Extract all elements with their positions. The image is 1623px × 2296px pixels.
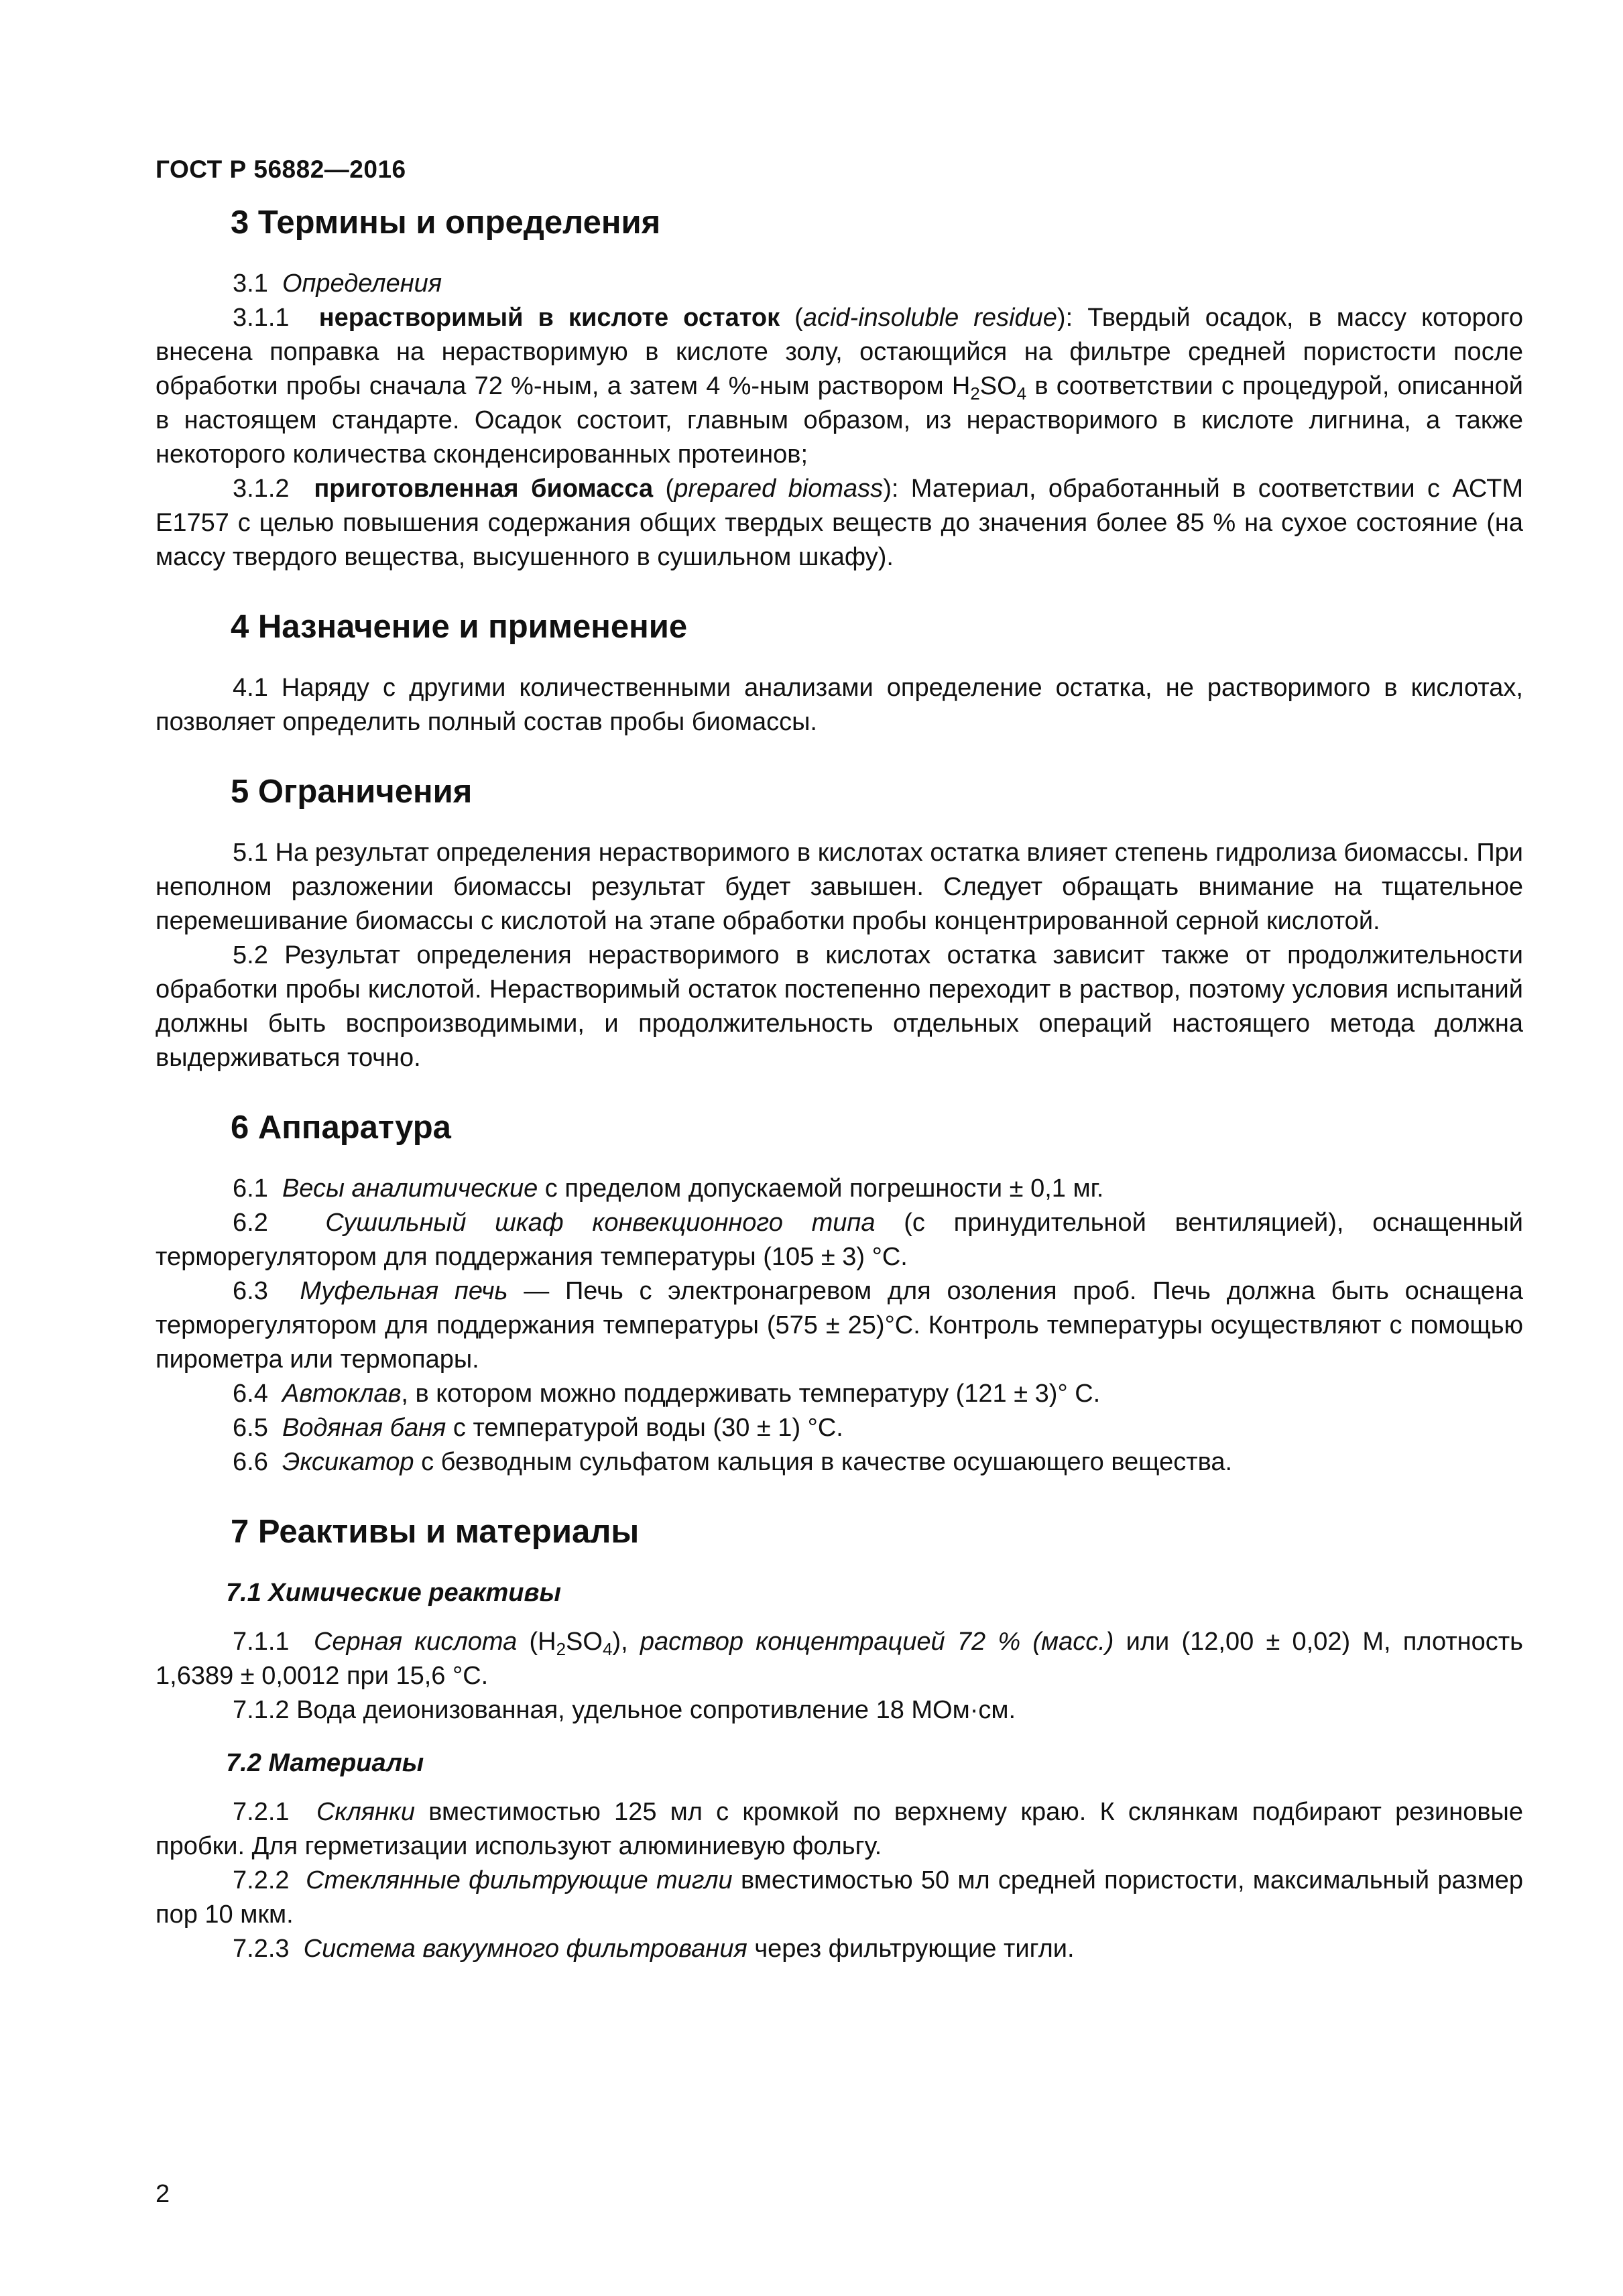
paragraph-3-1-1: 3.1.1 нерастворимый в кислоте остаток (acid-insoluble residue): Твердый осадок, в массу которого внесена поправка на нерастворимую в кислоте золу, остающийся на фильтре средней пористости после обработки пробы сначала 72 %-ным, а затем 4 %-ным раствором $H_2SO_4$ в соответствии с процедурой, описанной в настоящем стандарте. Осадок состоит, главным образом, из нерастворимого в кислоте лигнина, а также некоторого количества сконденсированных протеинов; [156,304,1523,469]
paragraph-7-1-1: 7.1.1 Серная кислота $(H_2SO_4)$, раствор концентрацией 72 % (масс.) или (12,00 ± 0,02) М, плотность 1,6389 ± 0,0012 при 15,6 °С. [156,1628,1523,1690]
section-5-title: 5 Ограничения [231,774,473,810]
section-7-title: 7 Реактивы и материалы [231,1514,640,1550]
paragraph-3-1-2: 3.1.2 приготовленная биомасса (prepared biomass): Материал, обработанный в соответствии с АСТМ E1757 с целью повышения содержания общих твердых веществ до значения более 85 % на сухое состояние (на массу твердого вещества, высушенного в сушильном шкафу). [156,475,1523,571]
paragraph-7-1-2: 7.1.2 Вода деионизованная, удельное сопротивление 18 МОм·см. [233,1696,1016,1724]
paragraph-6-6: 6.6 Эксикатор с безводным сульфатом кальция в качестве осушающего вещества. [233,1448,1233,1476]
paragraph-6-4: 6.4 Автоклав, в котором можно поддерживать температуру (121 ± 3)° С. [233,1380,1101,1408]
term-acid-insoluble-residue: нерастворимый в кислоте остаток [318,304,780,332]
paragraph-7-2-2: 7.2.2 Стеклянные фильтрующие тигли вместимостью 50 мл средней пористости, максимальный размер пор 10 мкм. [156,1866,1523,1929]
document-header: ГОСТ Р 56882—2016 [156,156,406,183]
section-4-title: 4 Назначение и применение [231,609,688,645]
paragraph-6-5: 6.5 Водяная баня с температурой воды (30 ± 1) °С. [233,1414,843,1442]
section-3-title: 3 Термины и определения [231,204,661,241]
section-6-title: 6 Аппаратура [231,1109,451,1146]
subsection-7-2-title: 7.2 Материалы [226,1749,424,1777]
page-number: 2 [156,2180,170,2208]
paragraph-6-3: 6.3 Муфельная печь — Печь с электронагревом для озоления проб. Печь должна быть оснащена терморегулятором для поддержания температуры (575 ± 25)°С. Контроль температуры осуществляют с помощью пирометра или термопары. [156,1277,1523,1374]
paragraph-6-2: 6.2 Сушильный шкаф конвекционного типа (с принудительной вентиляцией), оснащенный терморегулятором для поддержания температуры (105 ± 3) °С. [156,1209,1523,1271]
subsection-7-1-title: 7.1 Химические реактивы [226,1579,561,1607]
paragraph-5-2: 5.2 Результат определения нерастворимого в кислотах остатка зависит также от продолжительности обработки пробы кислотой. Нерастворимый остаток постепенно переходит в раствор, поэтому условия испытаний должны быть воспроизводимыми, и продолжительность отдельных операций настоящего метода должна выдерживаться точно. [156,941,1523,1072]
term-prepared-biomass: приготовленная биомасса [314,475,654,503]
paragraph-7-2-3: 7.2.3 Система вакуумного фильтрования через фильтрующие тигли. [233,1935,1075,1963]
paragraph-4-1: 4.1 Наряду с другими количественными анализами определение остатка, не растворимого в кислотах, позволяет определить полный состав пробы биомассы. [156,674,1523,736]
document-body [156,201,1523,1966]
paragraph-7-2-1: 7.2.1 Склянки вместимостью 125 мл с кромкой по верхнему краю. К склянкам подбирают резиновые пробки. Для герметизации используют алюминиевую фольгу. [156,1798,1523,1860]
paragraph-3-1: 3.1 Определения [233,269,442,298]
paragraph-5-1: 5.1 На результат определения нерастворимого в кислотах остатка влияет степень гидролиза биомассы. При неполном разложении биомассы результат будет завышен. Следует обращать внимание на тщательное перемешивание биомассы с кислотой на этапе обработки пробы концентрированной серной кислотой. [156,839,1523,935]
paragraph-6-1: 6.1 Весы аналитические с пределом допускаемой погрешности ± 0,1 мг. [233,1174,1104,1203]
